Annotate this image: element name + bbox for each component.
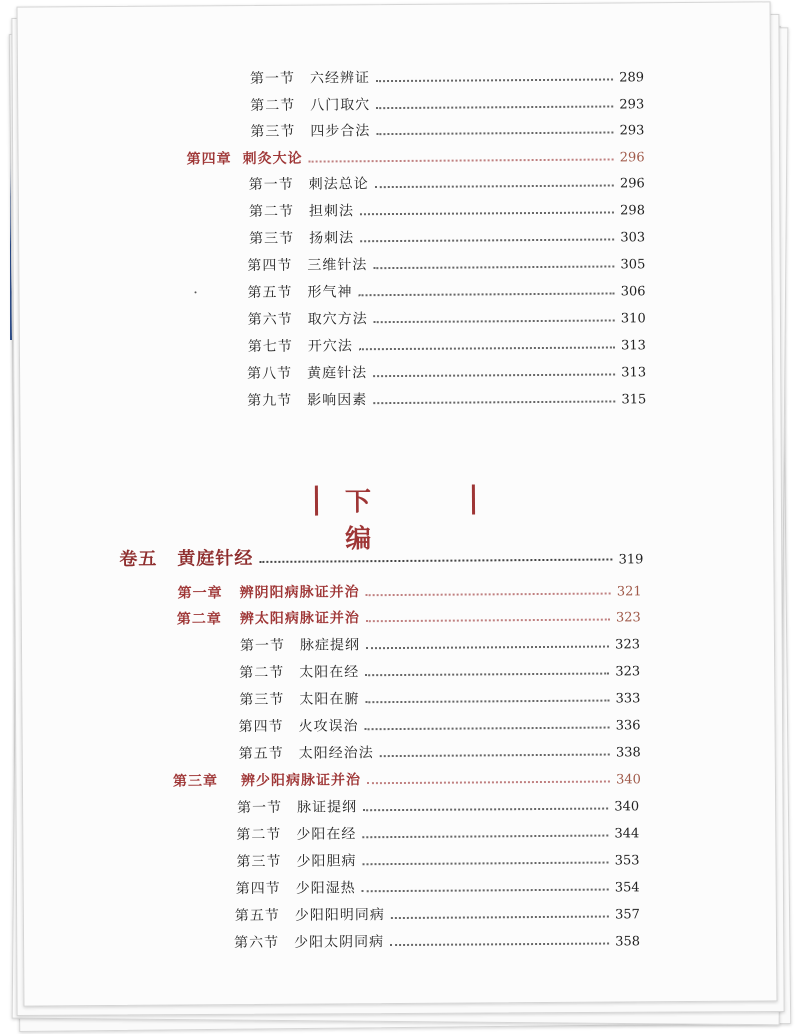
section-label: 第一节 — [239, 637, 286, 655]
page-number: 315 — [621, 392, 647, 408]
dot-leader — [362, 835, 608, 839]
dot-leader — [380, 754, 610, 758]
page-number: 357 — [614, 907, 640, 923]
page-number: 296 — [619, 176, 645, 192]
toc-entry[interactable] — [235, 900, 640, 925]
toc-entry[interactable] — [250, 63, 644, 88]
toc-entry[interactable] — [247, 385, 646, 410]
section-label: 第二节 — [236, 826, 282, 844]
chapter-title: 辨少阳病脉证并治 — [240, 772, 361, 790]
section-label: 第三节 — [249, 230, 295, 248]
page-number: 338 — [615, 745, 641, 761]
section-label: 第五节 — [238, 745, 284, 763]
section-label: 第一节 — [249, 70, 296, 88]
section-label: 第三节 — [236, 853, 282, 871]
page-number: 333 — [615, 691, 641, 707]
page-number: 321 — [616, 584, 642, 600]
toc-entry[interactable] — [236, 873, 640, 898]
toc-entry[interactable] — [250, 90, 644, 115]
toc-entry[interactable] — [250, 116, 644, 141]
toc-entry[interactable] — [249, 196, 645, 221]
dot-leader — [373, 373, 615, 377]
dot-leader — [360, 211, 614, 215]
heading-bar-left — [315, 486, 318, 516]
toc-entry[interactable] — [247, 277, 645, 302]
toc-entry[interactable] — [248, 331, 646, 356]
toc-entry[interactable] — [247, 358, 646, 383]
dot-leader — [365, 727, 610, 731]
toc-chapter-entry[interactable] — [177, 603, 641, 628]
page-number: 293 — [619, 123, 645, 139]
page-number: 303 — [620, 230, 646, 246]
dot-leader — [373, 400, 615, 404]
dot-leader — [391, 916, 609, 920]
chapter-title: 辨太阳病脉证并治 — [239, 610, 360, 628]
toc-chapter-entry[interactable] — [173, 765, 641, 790]
toc-entry[interactable] — [248, 304, 646, 329]
toc-entry[interactable] — [239, 738, 641, 763]
toc-entry[interactable] — [237, 792, 639, 817]
dot-leader — [362, 889, 609, 893]
toc-page — [17, 1, 778, 1006]
section-title: 担刺法 — [308, 203, 355, 220]
dot-leader — [363, 862, 609, 866]
page-number: 354 — [614, 880, 640, 896]
section-title: 八门取穴 — [310, 97, 371, 114]
volume-title: 黄庭针经 — [177, 548, 254, 570]
page-number: 323 — [615, 637, 641, 653]
section-label: 第九节 — [247, 392, 293, 410]
chapter-label: 第三章 — [172, 773, 218, 790]
stray-mark — [195, 291, 197, 293]
chapter-label: 第四章 — [186, 151, 232, 168]
toc-entry[interactable] — [238, 711, 640, 736]
page-number: 313 — [621, 338, 646, 354]
page-number: 358 — [615, 934, 641, 950]
page-number: 289 — [619, 70, 645, 86]
toc-entry[interactable] — [236, 846, 639, 871]
section-title: 火攻误治 — [298, 718, 359, 735]
section-title: 太阳在经 — [299, 664, 360, 681]
section-title: 少阳湿热 — [295, 880, 356, 897]
dot-leader — [390, 943, 609, 947]
toc-entry[interactable] — [249, 223, 645, 248]
heading-bar-right — [472, 484, 475, 514]
section-label: 第一节 — [237, 799, 283, 817]
section-title: 形气神 — [307, 284, 353, 301]
section-label: 第八节 — [247, 365, 293, 383]
page-number: 319 — [618, 552, 644, 568]
page-number: 323 — [615, 664, 641, 680]
dot-leader — [259, 558, 612, 562]
section-label: 第七节 — [247, 338, 293, 356]
page-number: 353 — [614, 853, 640, 869]
section-label: 第一节 — [248, 176, 294, 194]
section-label: 第五节 — [247, 284, 293, 302]
dot-leader — [366, 646, 609, 650]
page-number: 313 — [621, 365, 647, 381]
section-title: 影响因素 — [307, 392, 368, 409]
dot-leader — [360, 238, 614, 242]
dot-leader — [309, 158, 614, 162]
dot-leader — [359, 346, 615, 350]
section-title: 六经辨证 — [309, 70, 371, 87]
dot-leader — [365, 700, 609, 704]
dot-leader — [375, 184, 614, 188]
page-number: 344 — [614, 826, 640, 842]
toc-chapter-entry[interactable] — [186, 143, 644, 168]
section-label: 第六节 — [234, 934, 280, 952]
dot-leader — [376, 131, 613, 135]
dot-leader — [367, 781, 610, 785]
section-label: 第五节 — [234, 907, 280, 925]
dot-leader — [376, 78, 613, 82]
section-title: 黄庭针法 — [307, 365, 368, 382]
section-title: 少阳阳明同病 — [294, 907, 385, 924]
part-heading-text: 下 编 — [344, 486, 402, 555]
dot-leader — [366, 593, 611, 597]
section-title: 扬刺法 — [309, 230, 355, 247]
section-title: 少阳在经 — [296, 826, 357, 843]
toc-chapter-entry[interactable] — [178, 577, 642, 602]
toc-entry[interactable] — [247, 250, 645, 275]
toc-entry[interactable] — [240, 630, 640, 655]
section-title: 刺法总论 — [308, 176, 369, 193]
section-label: 第四节 — [247, 257, 293, 275]
dot-leader — [373, 265, 614, 269]
section-title: 太阳在腑 — [299, 691, 360, 708]
page-number: 298 — [620, 203, 646, 219]
page-number: 305 — [620, 257, 646, 273]
toc-volume-entry[interactable] — [119, 539, 643, 571]
toc-entry[interactable] — [249, 169, 645, 194]
dot-leader — [365, 673, 609, 677]
section-title: 少阳胆病 — [296, 853, 357, 870]
dot-leader — [363, 808, 608, 812]
dot-leader — [359, 292, 615, 296]
toc-entry[interactable] — [239, 657, 640, 682]
page-number: 336 — [615, 718, 641, 734]
section-title: 三维针法 — [307, 257, 368, 274]
section-title: 取穴方法 — [307, 311, 368, 328]
section-label: 第三节 — [239, 691, 285, 709]
section-title: 少阳太阴同病 — [294, 934, 385, 951]
page-number: 340 — [614, 799, 640, 815]
chapter-title: 刺灸大论 — [242, 150, 303, 168]
page-number: 323 — [615, 610, 641, 626]
page-number: 340 — [616, 772, 641, 788]
section-label: 第四节 — [235, 880, 281, 898]
volume-label: 卷五 — [119, 548, 158, 570]
chapter-label: 第二章 — [176, 611, 222, 628]
page-number: 310 — [620, 311, 646, 327]
section-title: 四步合法 — [310, 123, 371, 140]
section-label: 第三节 — [250, 123, 296, 141]
dot-leader — [376, 105, 613, 109]
section-title: 脉证提纲 — [297, 799, 358, 816]
toc-entry[interactable] — [234, 927, 640, 952]
section-title: 开穴法 — [307, 338, 353, 355]
chapter-title: 辨阴阳病脉证并治 — [239, 584, 360, 602]
toc-entry[interactable] — [236, 819, 639, 844]
part-heading — [315, 478, 475, 555]
page-number: 306 — [620, 284, 646, 300]
dot-leader — [374, 319, 615, 323]
dot-leader — [366, 619, 610, 623]
section-label: 第四节 — [238, 718, 284, 736]
page-number: 293 — [619, 97, 645, 113]
section-label: 第六节 — [247, 311, 293, 329]
section-title: 太阳经治法 — [298, 745, 374, 762]
chapter-label: 第一章 — [177, 585, 223, 602]
section-label: 第二节 — [250, 97, 296, 115]
section-label: 第二节 — [239, 664, 285, 682]
section-label: 第二节 — [248, 203, 295, 221]
toc-entry[interactable] — [239, 684, 640, 709]
section-title: 脉症提纲 — [299, 637, 361, 654]
page-number: 296 — [619, 150, 645, 166]
